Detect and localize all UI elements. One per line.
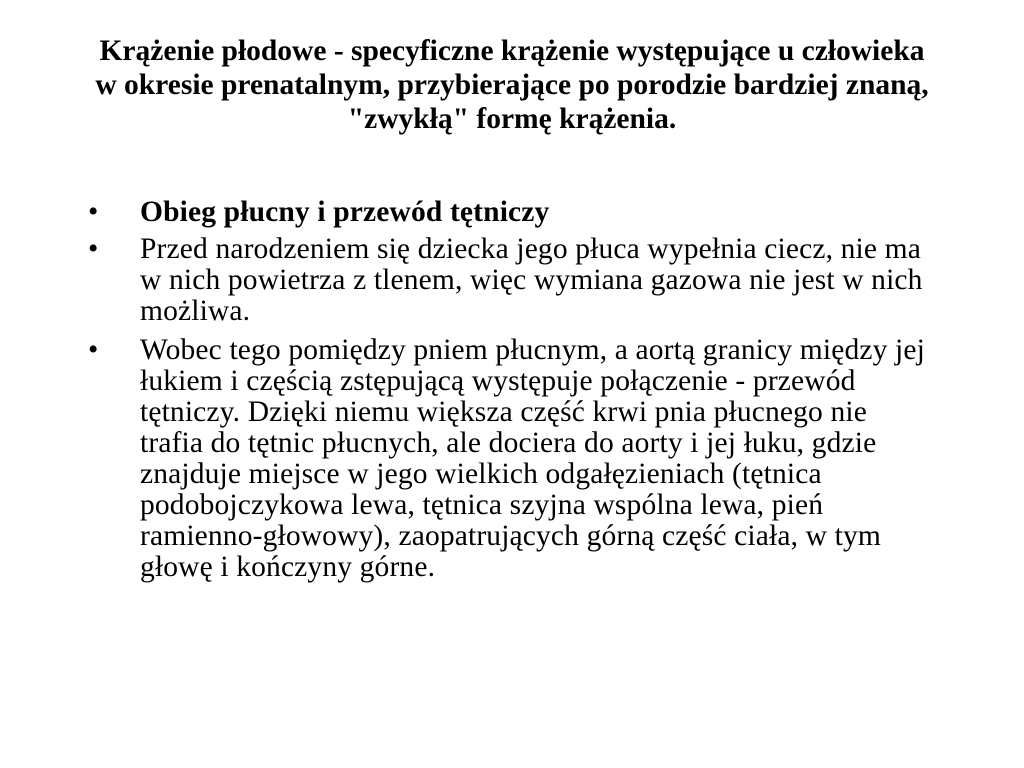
bullet-item-ductus xyxy=(86,335,936,583)
bullet-icon: • xyxy=(88,334,99,366)
slide-title: Krążenie płodowe - specyficzne krążenie występujące u człowieka w okresie prenatalnym, przybierające po porodzie bardziej znaną, "zwykłą" formę krążenia. xyxy=(95,35,929,135)
bullet-icon: • xyxy=(88,196,99,228)
bullet-text: Obieg płucny i przewód tętniczy xyxy=(140,196,550,228)
bullet-text: Przed narodzeniem się dziecka jego płuca wypełnia ciecz, nie ma w nich powietrza z tlenem, więc wymiana gazowa nie jest w nich możliwa. xyxy=(140,233,923,327)
bullet-item-heading xyxy=(86,197,936,228)
bullet-text: Wobec tego pomiędzy pniem płucnym, a aortą granicy między jej łukiem i częścią zstępującą występuje połączenie - przewód tętniczy. Dzięki niemu większa część krwi pnia płucnego nie trafia do tętnic płucnych, ale dociera do aorty i jej łuku, gdzie znajduje miejsce w jego wielkich odgałęzieniach (tętnica podobojczykowa lewa, tętnica szyjna wspólna lewa, pień ramienno-głowowy), zaopatrujących górną część ciała, w tym głowę i kończyny górne. xyxy=(140,334,925,583)
bullet-list xyxy=(86,197,936,591)
bullet-icon: • xyxy=(88,233,99,265)
bullet-item-lungs xyxy=(86,234,936,327)
